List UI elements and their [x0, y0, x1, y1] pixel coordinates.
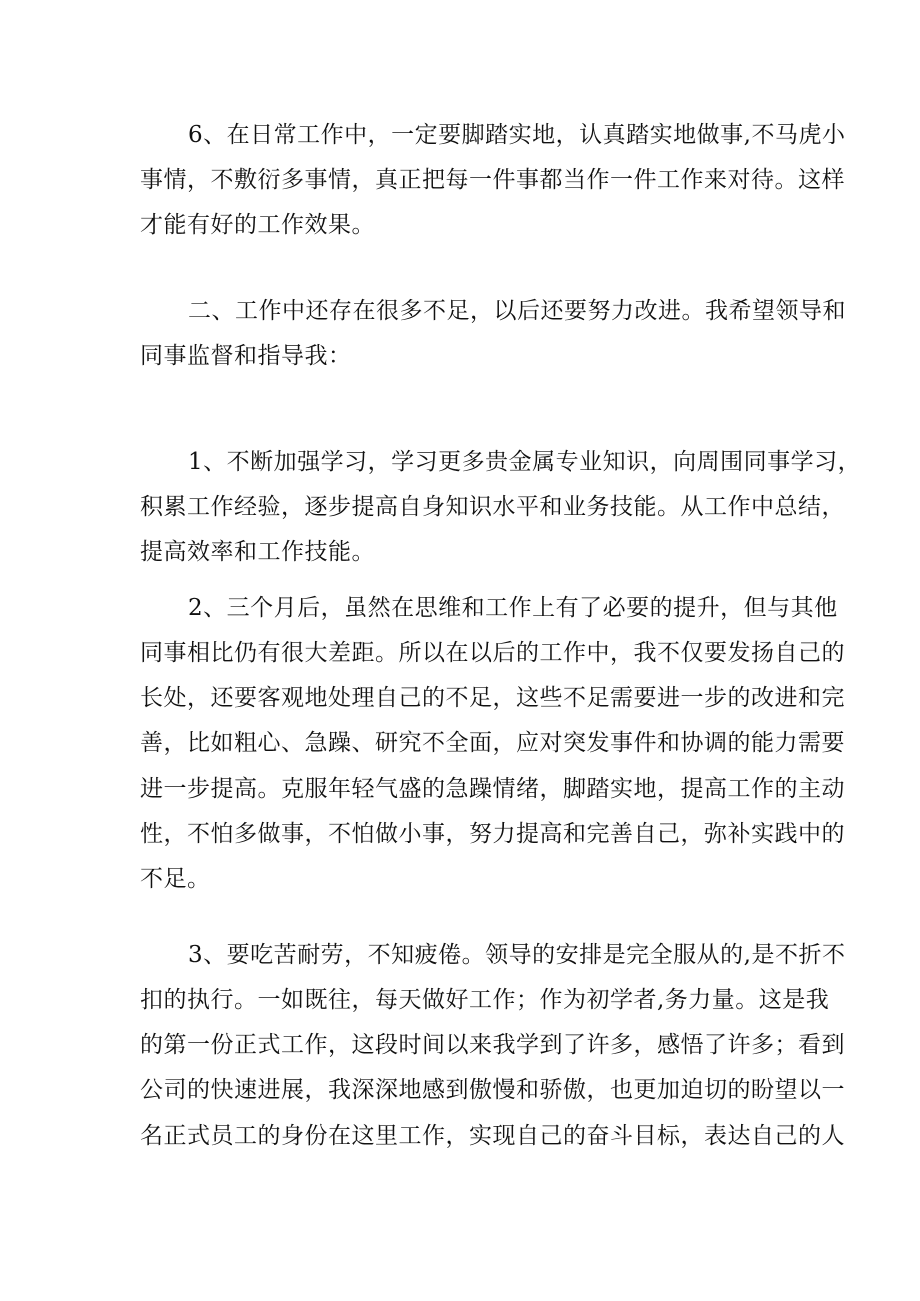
text-line: 事情，不敷衍多事情，真正把每一件事都当作一件工作来对待。这样 — [140, 167, 845, 193]
text-line: 才能有好的工作效果。 — [140, 212, 375, 238]
text-line: 的第一份正式工作，这段时间以来我学到了许多，感悟了许多；看到 — [140, 1032, 845, 1058]
text-line: 同事监督和指导我： — [140, 343, 352, 369]
text-line: 善，比如粗心、急躁、研究不全面，应对突发事件和协调的能力需要 — [140, 730, 845, 756]
text-line: 提高效率和工作技能。 — [140, 539, 375, 565]
text-line: 同事相比仍有很大差距。所以在以后的工作中，我不仅要发扬自己的 — [140, 640, 845, 666]
text-line: 性，不怕多做事，不怕做小事，努力提高和完善自己，弥补实践中的 — [140, 821, 845, 847]
text-line: 1、不断加强学习，学习更多贵金属专业知识，向周围同事学习， — [188, 449, 862, 475]
text-line: 扣的执行。一如既往，每天做好工作；作为初学者,务力量。这是我 — [140, 987, 830, 1013]
text-line: 2、三个月后，虽然在思维和工作上有了必要的提升，但与其他 — [188, 595, 838, 621]
text-line: 二、工作中还存在很多不足，以后还要努力改进。我希望领导和 — [188, 298, 846, 324]
text-line: 长处，还要客观地处理自己的不足，这些不足需要进一步的改进和完 — [140, 685, 845, 711]
text-line: 名正式员工的身份在这里工作，实现自己的奋斗目标，表达自己的人 — [140, 1123, 845, 1149]
text-line: 不足。 — [140, 866, 211, 892]
text-line: 积累工作经验，逐步提高自身知识水平和业务技能。从工作中总结， — [140, 494, 845, 520]
text-line: 6、在日常工作中，一定要脚踏实地，认真踏实地做事,不马虎小 — [188, 122, 846, 148]
text-line: 3、要吃苦耐劳，不知疲倦。领导的安排是完全服从的,是不折不 — [188, 942, 846, 968]
text-line: 公司的快速进展，我深深地感到傲慢和骄傲，也更加迫切的盼望以一 — [140, 1077, 845, 1103]
text-line: 进一步提高。克服年轻气盛的急躁情绪，脚踏实地，提高工作的主动 — [140, 776, 845, 802]
